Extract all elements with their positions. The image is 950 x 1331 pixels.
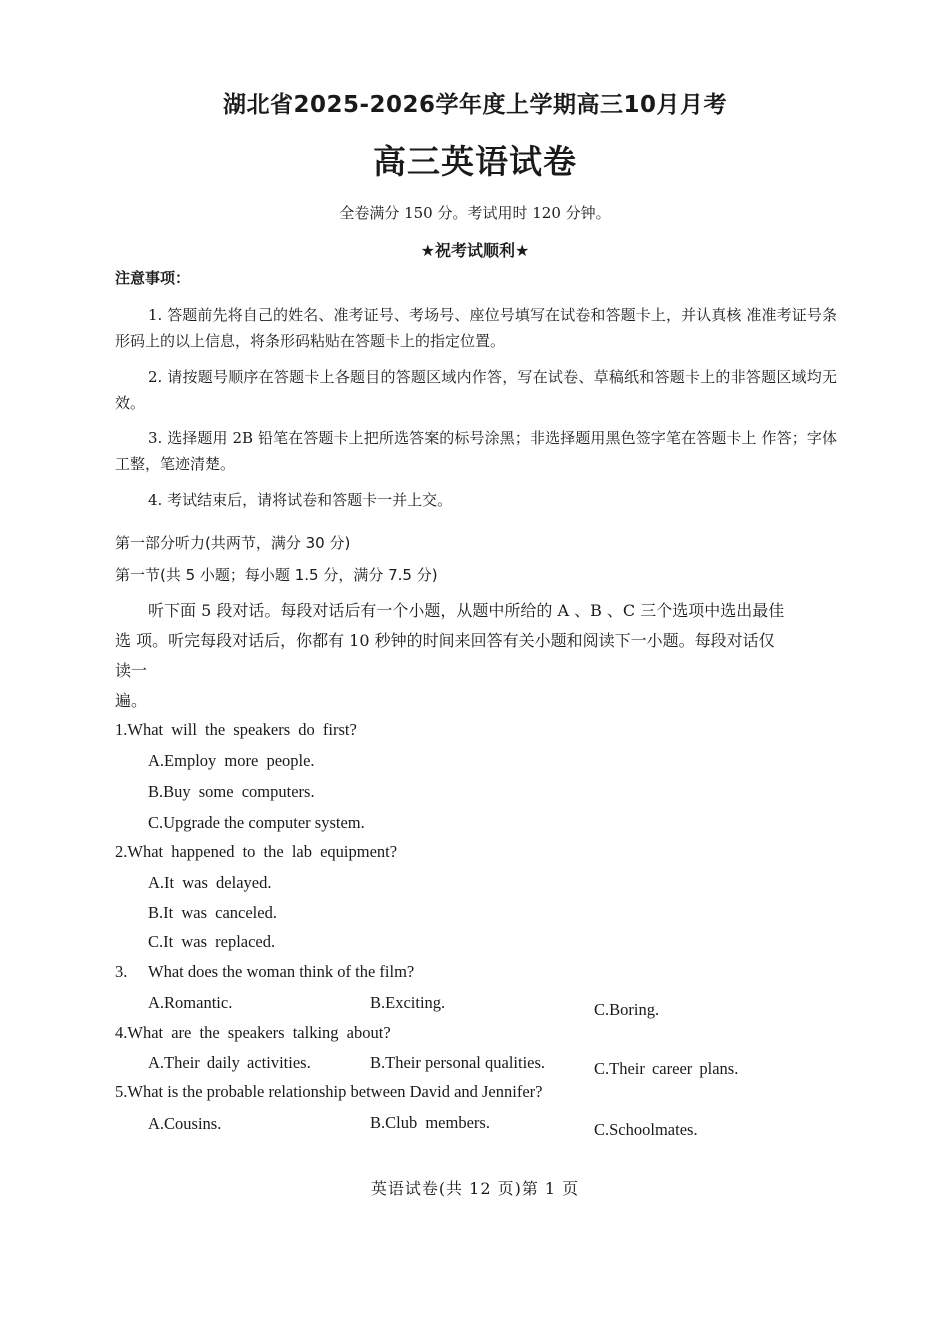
notice-item-2: 2. 请按题号顺序在答题卡上各题目的答题区域内作答，写在试卷、草稿纸和答题卡上的非答题区域均无效。 — [115, 368, 837, 412]
question-3-option-a: A.Romantic. — [148, 993, 233, 1012]
exam-title: 湖北省2025-2026学年度上学期高三10月月考 — [222, 92, 728, 118]
question-2-option-b: B.It was canceled. — [148, 903, 277, 922]
notice-item-3: 3. 选择题用 2B 铅笔在答题卡上把所选答案的标号涂黑；非选择题用黑色签字笔在答题卡上 作答；字体工整，笔迹清楚。 — [115, 429, 837, 473]
question-3-option-c: C.Boring. — [594, 1000, 660, 1019]
question-4-option-c: C.Their career plans. — [594, 1059, 739, 1078]
question-3-stem: What does the woman think of the film? — [148, 962, 415, 981]
question-3-number: 3. — [115, 962, 128, 981]
notice-item-4: 4. 考试结束后，请将试卷和答题卡一并上交。 — [148, 491, 453, 509]
question-1-stem: 1.What will the speakers do first? — [115, 720, 357, 739]
question-1-option-b: B.Buy some computers. — [148, 782, 315, 801]
listening-instruction-line-1: 听下面 5 段对话。每段对话后有一个小题，从题中所给的 A 、B 、C 三个选项中选出最佳 — [148, 601, 785, 620]
question-5-option-b: B.Club members. — [370, 1113, 490, 1132]
part1-heading: 第一部分听力(共两节，满分 30 分) — [115, 534, 351, 552]
good-luck-line: ★祝考试顺利★ — [420, 241, 530, 260]
question-2-stem: 2.What happened to the lab equipment? — [115, 842, 398, 861]
question-1-option-c: C.Upgrade the computer system. — [148, 813, 365, 832]
question-3-option-b: B.Exciting. — [370, 993, 446, 1012]
question-4-option-b: B.Their personal qualities. — [370, 1053, 546, 1072]
notice-item-1: 1. 答题前先将自己的姓名、准考证号、考场号、座位号填写在试卷和答题卡上，并认真核 准准考证号条形码上的以上信息，将条形码粘贴在答题卡上的指定位置。 — [115, 306, 837, 350]
page-footer: 英语试卷(共 12 页)第 1 页 — [370, 1179, 580, 1198]
question-2-option-a: A.It was delayed. — [148, 873, 272, 892]
listening-instruction-line-4: 遍。 — [115, 691, 148, 710]
question-1-option-a: A.Employ more people. — [148, 751, 315, 770]
notice-heading: 注意事项： — [115, 269, 191, 287]
paper-subtitle: 高三英语试卷 — [373, 142, 577, 181]
question-5-option-c: C.Schoolmates. — [594, 1120, 698, 1139]
section1-heading: 第一节(共 5 小题；每小题 1.5 分，满分 7.5 分) — [115, 566, 438, 584]
question-2-option-c: C.It was replaced. — [148, 932, 276, 951]
question-4-option-a: A.Their daily activities. — [148, 1053, 311, 1072]
question-4-stem: 4.What are the speakers talking about? — [115, 1023, 391, 1042]
question-5-option-a: A.Cousins. — [148, 1114, 222, 1133]
listening-instruction-line-3: 读一 — [115, 661, 148, 680]
question-5-stem: 5.What is the probable relationship between David and Jennifer? — [115, 1082, 543, 1101]
score-time-info: 全卷满分 150 分。考试用时 120 分钟。 — [339, 204, 611, 222]
listening-instruction-line-2: 选 项。听完每段对话后，你都有 10 秒钟的时间来回答有关小题和阅读下一小题。每段对话仅 — [115, 631, 775, 650]
